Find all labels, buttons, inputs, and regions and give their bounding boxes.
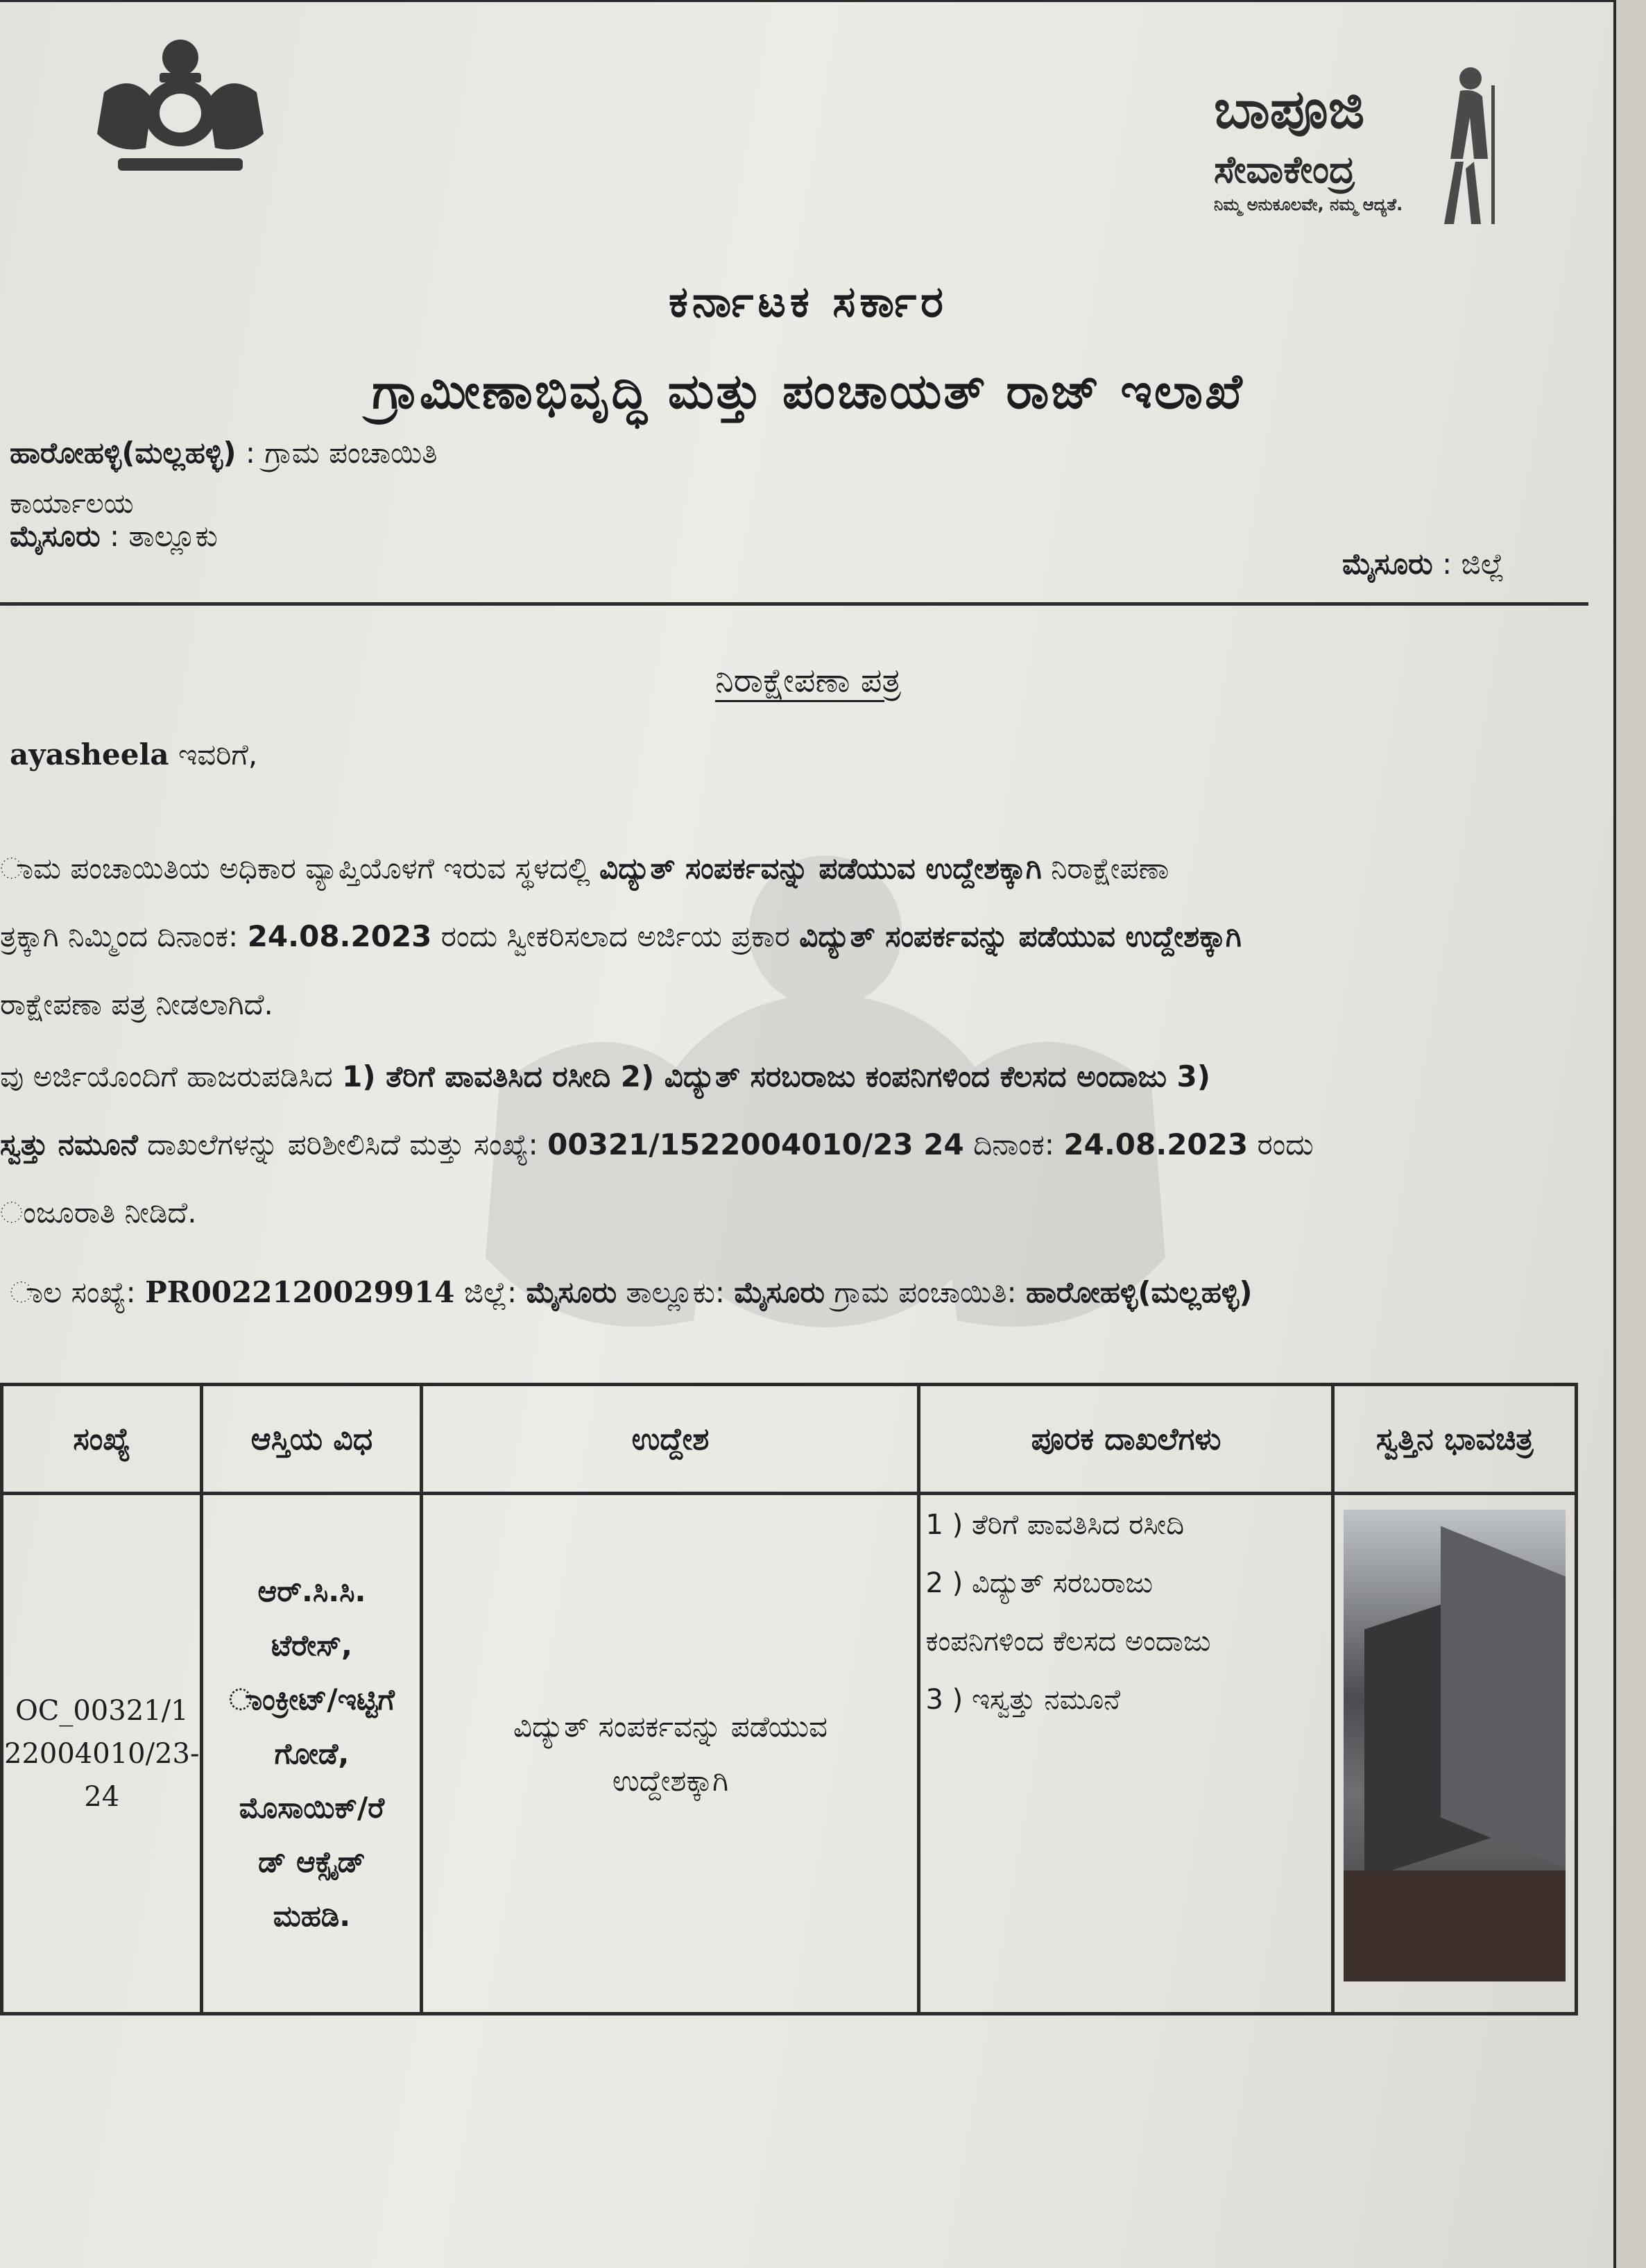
p1-text-end: ನಿರಾಕ್ಷೇಪಣಾ xyxy=(1041,851,1169,885)
letter-title-text: ನಿರಾಕ್ಷೇಪಣಾ ಪತ್ರ xyxy=(714,661,902,700)
paragraph-2 xyxy=(0,1043,1595,1247)
cell-line: ವಿದ್ಯುತ್ ಸಂಪರ್ಕವನ್ನು ಪಡೆಯುವ xyxy=(513,1709,828,1743)
cell-line: 3 ) ಇಸ್ವತ್ತು ನಮೂನೆ xyxy=(925,1684,1121,1716)
bapuji-subtitle: ಸೇವಾಕೇಂದ್ರ xyxy=(1214,148,1355,191)
p1-text: ರಂದು ಸ್ವೀಕರಿಸಲಾದ ಅರ್ಜಿಯ ಪ್ರಕಾರ xyxy=(431,919,800,953)
taluk-value: ಮೈಸೂರು xyxy=(734,1275,825,1309)
karnataka-emblem-icon xyxy=(76,30,284,189)
government-title: ಕರ್ನಾಟಕ ಸರ್ಕಾರ xyxy=(669,276,948,327)
paragraph-1-line-3: ರಾಕ್ಷೇಪಣಾ ಪತ್ರ ನೀಡಲಾಗಿದೆ. xyxy=(0,987,273,1021)
property-table xyxy=(0,1383,1578,2015)
paragraph-1-line-1 xyxy=(0,835,1595,903)
cell-number xyxy=(2,1494,202,2014)
header-divider xyxy=(0,602,1588,606)
cell-line: 1 ) ತೆರಿಗೆ ಪಾವತಿಸಿದ ರಸೀದಿ xyxy=(925,1509,1185,1541)
paragraph-2-line-1 xyxy=(0,1043,1595,1111)
cell-line: 24 xyxy=(84,1780,120,1813)
p2-bold: ಸ್ವತ್ತು ನಮೂನೆ xyxy=(0,1127,138,1161)
cell-line: OC_00321/1 xyxy=(15,1694,189,1727)
panchayat-name: ಹಾರೋಹಳ್ಳಿ(ಮಲ್ಲಹಳ್ಳಿ) xyxy=(10,436,237,470)
paragraph-2-line-2 xyxy=(0,1111,1595,1179)
panchayat-suffix: : ಗ್ರಾಮ ಪಂಚಾಯಿತಿ xyxy=(236,436,438,470)
cell-line: ಡ್ ಆಕ್ಸೈಡ್ xyxy=(258,1844,366,1879)
taluk-suffix: : ತಾಲ್ಲೂಕು xyxy=(100,519,218,553)
letter-title xyxy=(0,661,1616,701)
cell-line: ಆರ್.ಸಿ.ಸಿ. xyxy=(257,1574,366,1608)
cell-line: ಕಂಪನಿಗಳಿಂದ ಕೆಲಸದ ಅಂದಾಜು xyxy=(925,1626,1211,1657)
table-header: ಸಂಖ್ಯೆ xyxy=(2,1385,202,1494)
p1-bold: ವಿದ್ಯುತ್ ಸಂಪರ್ಕವನ್ನು ಪಡೆಯುವ ಉದ್ದೇಶಕ್ಕಾಗಿ xyxy=(599,851,1042,885)
property-id: PR0022120029914 xyxy=(145,1275,455,1309)
cell-property-type xyxy=(202,1494,422,2014)
department-title: ಗ್ರಾಮೀಣಾಭಿವೃದ್ಧಿ ಮತ್ತು ಪಂಚಾಯತ್ ರಾಜ್ ಇಲಾಖೆ xyxy=(372,363,1244,420)
p2-documents: 1) ತೆರಿಗೆ ಪಾವತಿಸಿದ ರಸೀದಿ 2) ವಿದ್ಯುತ್ ಸರಬರಾಜು ಕಂಪನಿಗಳಿಂದ ಕೆಲಸದ ಅಂದಾಜು 3) xyxy=(342,1059,1210,1093)
property-line xyxy=(10,1275,1253,1310)
p1-text: ಾಮ ಪಂಚಾಯಿತಿಯ ಅಧಿಕಾರ ವ್ಯಾಪ್ತಿಯೊಳಗೆ ಇರುವ ಸ್ಥಳದಲ್ಲಿ xyxy=(0,851,600,885)
p2-number: 00321/1522004010/23 24 xyxy=(547,1127,964,1161)
table-row xyxy=(2,1494,1577,2014)
cell-line: ಮೊಸಾಯಿಕ್/ರೆ xyxy=(239,1790,385,1825)
district-suffix: : ಜಿಲ್ಲೆ xyxy=(1432,547,1504,581)
cell-line: 2 ) ವಿದ್ಯುತ್ ಸರಬರಾಜು xyxy=(925,1567,1154,1599)
p2-text: ದಾಖಲೆಗಳನ್ನು ಪರಿಶೀಲಿಸಿದೆ ಮತ್ತು ಸಂಖ್ಯೆ: xyxy=(137,1127,548,1161)
p2-text: ರಂದು xyxy=(1248,1127,1314,1161)
table-header-row xyxy=(2,1385,1577,1494)
paragraph-1 xyxy=(0,835,1595,1039)
p2-text: ದಿನಾಂಕ: xyxy=(963,1127,1064,1161)
district-line xyxy=(1342,547,1504,581)
salutation-suffix: ಇವರಿಗೆ, xyxy=(169,737,258,771)
district-name: ಮೈಸೂರು xyxy=(1342,547,1433,581)
photo-ground xyxy=(1344,1870,1566,1981)
p2-text: ವು ಅರ್ಜಿಯೊಂದಿಗೆ ಹಾಜರುಪಡಿಸಿದ xyxy=(0,1059,343,1093)
paragraph-1-line-2 xyxy=(0,903,1595,971)
cell-line: 22004010/23- xyxy=(4,1737,200,1770)
taluk-label: ತಾಲ್ಲೂಕು: xyxy=(617,1275,735,1309)
cell-purpose xyxy=(422,1494,919,2014)
taluk-name: ಮೈಸೂರು xyxy=(10,519,101,553)
salutation-name: ayasheela xyxy=(10,737,169,771)
office-label: ಕಾರ್ಯಾಲಯ xyxy=(10,488,134,520)
cell-line: ಾಂಕ್ರೀಟ್/ಇಟ್ಟಿಗೆ xyxy=(229,1682,395,1716)
property-label: ಾಲ ಸಂಖ್ಯೆ: xyxy=(10,1275,146,1309)
cell-line: ಗೋಡೆ, xyxy=(274,1736,350,1771)
p1-date: 24.08.2023 xyxy=(247,919,432,953)
panchayat-label: ಗ್ರಾಮ ಪಂಚಾಯಿತಿ: xyxy=(825,1275,1026,1309)
taluk-line xyxy=(10,519,218,554)
cell-photo xyxy=(1333,1494,1577,2014)
property-photo xyxy=(1344,1510,1566,1981)
table-header: ಪೂರಕ ದಾಖಲೆಗಳು xyxy=(919,1385,1333,1494)
cell-line: ಉದ್ದೇಶಕ್ಕಾಗಿ xyxy=(612,1763,729,1798)
p1-bold: ವಿದ್ಯುತ್ ಸಂಪರ್ಕವನ್ನು ಪಡೆಯುವ ಉದ್ದೇಶಕ್ಕಾಗಿ xyxy=(799,919,1242,953)
photo-roof xyxy=(1441,1526,1566,1868)
cell-documents xyxy=(919,1494,1333,2014)
table-header: ಆಸ್ತಿಯ ವಿಧ xyxy=(202,1385,422,1494)
p2-date: 24.08.2023 xyxy=(1063,1127,1249,1161)
cell-line: ಮಹಡಿ. xyxy=(273,1898,351,1933)
table-header: ಸ್ವತ್ತಿನ ಭಾವಚಿತ್ರ xyxy=(1333,1385,1577,1494)
cell-line: ಟೆರೇಸ್, xyxy=(271,1628,353,1662)
table-header: ಉದ್ದೇಶ xyxy=(422,1385,919,1494)
district-label: ಜಿಲ್ಲೆ: xyxy=(454,1275,526,1309)
bapuji-title: ಬಾಪೂಜಿ xyxy=(1214,78,1365,141)
salutation xyxy=(10,737,257,772)
paragraph-2-line-3: ಂಜೂರಾತಿ ನೀಡಿದೆ. xyxy=(0,1195,197,1229)
district-value: ಮೈಸೂರು xyxy=(526,1275,617,1309)
panchayat-value: ಹಾರೋಹಳ್ಳಿ(ಮಲ್ಲಹಳ್ಳಿ) xyxy=(1025,1275,1253,1309)
bapuji-tagline: ನಿಮ್ಮ ಅನುಕೂಲವೇ, ನಮ್ಮ ಆದ್ಯತೆ. xyxy=(1214,195,1403,214)
panchayat-line xyxy=(10,436,438,470)
p1-text: ತ್ರಕ್ಕಾಗಿ ನಿಮ್ಮಿಂದ ದಿನಾಂಕ: xyxy=(0,919,248,953)
